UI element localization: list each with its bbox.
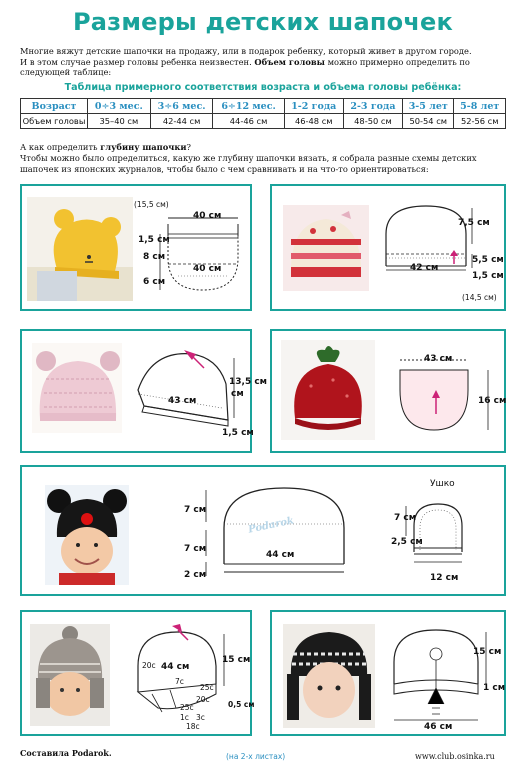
- label-25c-a: 25c: [200, 683, 214, 692]
- table-header: 3-5 лет: [403, 99, 454, 114]
- table-row: [21, 114, 506, 129]
- schema-striped-hat: [378, 198, 504, 302]
- label-brim-1-5: 1,5 см: [222, 428, 254, 438]
- label-h-2: 2 см: [184, 570, 207, 580]
- label-h-1-5b: 1,5 см: [472, 271, 504, 281]
- table-cell: Объем головы: [21, 114, 88, 129]
- question-line: [20, 142, 191, 152]
- label-20c-a: 20c: [142, 661, 156, 670]
- label-width-46: 46 см: [424, 722, 453, 732]
- page-title: Размеры детских шапочек: [73, 8, 453, 36]
- label-20c-b: 20c: [196, 695, 210, 704]
- question-fragment: А как определить: [20, 142, 101, 152]
- intro-line: следующей таблице:: [20, 67, 112, 77]
- photo-red-hat: [281, 340, 375, 440]
- watermark-podarok: Podarok: [247, 515, 295, 536]
- table-cell: 50-54 см: [403, 114, 454, 129]
- label-h-6: 6 см: [143, 277, 166, 287]
- table-title: Таблица примерного соответствия возраста и объема головы ребёнка:: [64, 82, 462, 93]
- question-line: шапочек из японских журналов, чтобы было с чем сравнивать и на что-то ориентироваться:: [20, 163, 429, 174]
- photo-yellow-bear-hat: [27, 197, 133, 301]
- note-14-5cm: (14,5 см): [462, 293, 497, 302]
- photo-mickey-hat: [45, 485, 129, 585]
- photo-grey-hat: [30, 624, 110, 726]
- intro-line: [20, 57, 510, 68]
- photo-bw-hat: [283, 624, 375, 728]
- question-bold: глубину шапочки: [100, 142, 187, 152]
- label-25c-b: 25c: [180, 703, 194, 712]
- note-15-5cm: (15,5 см): [134, 200, 169, 209]
- footer-author: Составила Podarok.: [20, 748, 112, 758]
- intro-line: Многие вяжут детские шапочки на продажу, или в подарок ребенку, который живет в другом городе.: [20, 46, 472, 56]
- label-7c: 7c: [175, 677, 184, 686]
- table-cell: 44-46 см: [213, 114, 284, 129]
- question-fragment: ?: [186, 142, 191, 152]
- table-header: 5-8 лет: [454, 99, 506, 114]
- question-text: [20, 153, 510, 174]
- label-h-15a: 15 см: [222, 655, 251, 665]
- label-h-7a: 7 см: [184, 505, 207, 515]
- intro-bold: Объем головы: [254, 56, 325, 67]
- schema-bw-hat: [380, 618, 504, 730]
- label-width-top: 40 см: [193, 211, 222, 221]
- label-h-8: 8 см: [143, 252, 166, 262]
- intro-fragment: можно примерно определить по: [324, 56, 470, 67]
- label-3c: 3c: [196, 713, 205, 722]
- label-h-13-5-unit: см: [231, 389, 244, 399]
- footer-sheets-note: (на 2-х листах): [226, 752, 286, 761]
- table-cell: 46-48 см: [284, 114, 343, 129]
- ear-title: Ушко: [430, 479, 455, 489]
- label-brim-0-5: 0,5 см: [228, 700, 255, 709]
- label-ear-12: 12 см: [430, 573, 459, 583]
- table-header: 6÷12 мес.: [213, 99, 284, 114]
- label-h-13-5: 13,5 см: [229, 377, 268, 387]
- table-cell: 35–40 см: [88, 114, 151, 129]
- schema-ear: [396, 492, 482, 576]
- label-width-43b: 43 см: [424, 354, 453, 364]
- table-header: 3÷6 мес.: [150, 99, 213, 114]
- table-header: Возраст: [21, 99, 88, 114]
- label-width-43a: 43 см: [168, 396, 197, 406]
- label-ear-2-5: 2,5 см: [391, 537, 423, 547]
- label-h-7-5: 7,5 см: [458, 218, 490, 228]
- table-header: 0÷3 мес.: [88, 99, 151, 114]
- table-cell: 48-50 см: [343, 114, 402, 129]
- label-ear-7: 7 см: [394, 513, 417, 523]
- label-h-5-5: 5,5 см: [472, 255, 504, 265]
- label-h-1-5: 1,5 см: [138, 235, 170, 245]
- label-width-44a: 44 см: [266, 550, 295, 560]
- table-header-row: [21, 99, 506, 114]
- label-18c: 18c: [186, 722, 200, 731]
- table-header: 1-2 года: [284, 99, 343, 114]
- size-table: [20, 98, 506, 129]
- schema-mickey-hat: [188, 478, 360, 586]
- label-width-42: 42 см: [410, 263, 439, 273]
- photo-pink-hat: [32, 343, 122, 433]
- label-h-15b: 15 см: [473, 647, 502, 657]
- table-cell: 52-56 см: [454, 114, 506, 129]
- label-brim-1: 1 см: [483, 683, 506, 693]
- label-h-16: 16 см: [478, 396, 507, 406]
- table-cell: 42-44 см: [150, 114, 213, 129]
- table-header: 2-3 года: [343, 99, 402, 114]
- intro-text: [20, 46, 510, 78]
- label-1c: 1c: [180, 713, 189, 722]
- label-h-7b: 7 см: [184, 544, 207, 554]
- footer-site-link[interactable]: www.club.osinka.ru: [415, 752, 495, 761]
- photo-striped-hat: [283, 205, 369, 291]
- label-width-mid: 40 см: [193, 264, 222, 274]
- question-line: Чтобы можно было определиться, какую же глубину шапочки вязать, я собрала разные схемы детских: [20, 153, 477, 163]
- label-width-44b: 44 см: [161, 662, 190, 672]
- intro-fragment: И в этом случае размер головы ребенка неизвестен.: [20, 56, 255, 67]
